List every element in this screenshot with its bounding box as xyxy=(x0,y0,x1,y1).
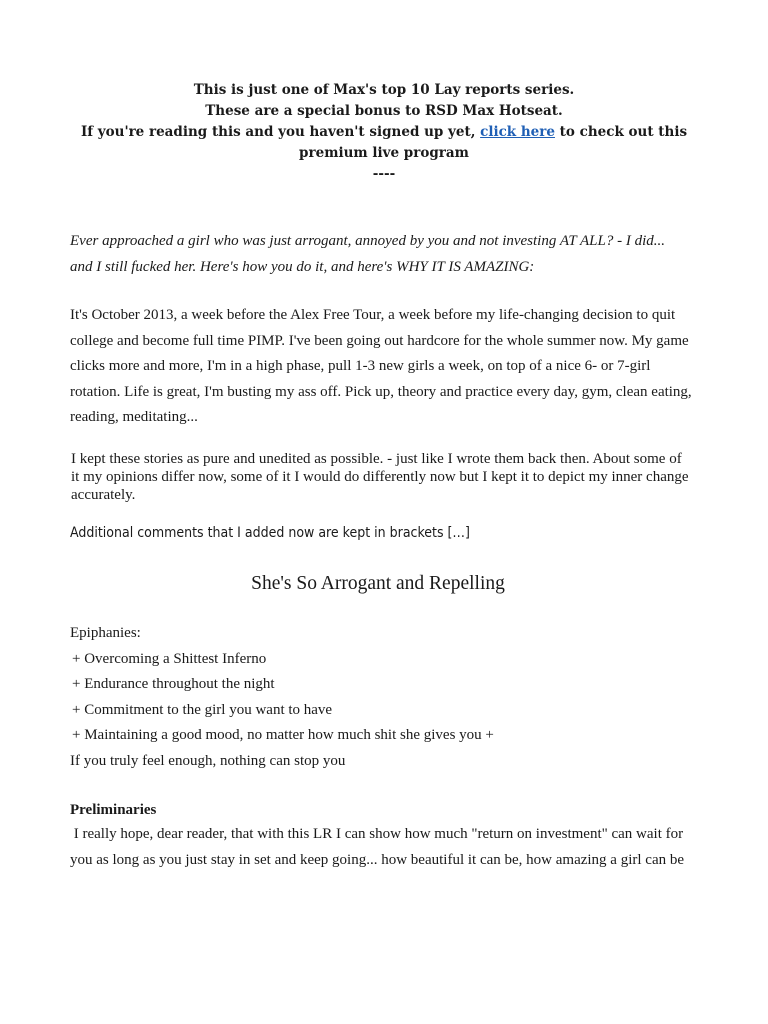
intro-paragraph xyxy=(70,228,710,280)
epiphanies-list xyxy=(70,621,706,774)
preliminaries-paragraph xyxy=(70,822,706,873)
list-item: + Endurance throughout the night xyxy=(72,676,275,692)
text-line: rotation. Life is great, I'm busting my ass off. Pick up, theory and practice every day, gym, clean eating, xyxy=(70,383,692,400)
header-line-3-after: to check out this premium live program xyxy=(299,124,688,161)
story-paragraph-2 xyxy=(71,450,707,504)
header-line-1: This is just one of Max's top 10 Lay reports series. xyxy=(193,82,575,98)
text-line: accurately. xyxy=(71,487,136,503)
header-line-2: These are a special bonus to RSD Max Hotseat. xyxy=(205,103,563,119)
brackets-note: Additional comments that I added now are kept in brackets […] xyxy=(70,525,470,541)
section-title: She's So Arrogant and Repelling xyxy=(251,573,505,594)
intro-line-1: Ever approached a girl who was just arrogant, annoyed by you and not investing AT ALL? - I did... xyxy=(70,233,665,249)
list-item: + Maintaining a good mood, no matter how much shit she gives you + xyxy=(72,727,494,743)
story-paragraph-1 xyxy=(70,303,706,431)
text-line: it my opinions differ now, some of it I would do differently now but I kept it to depict my inner change xyxy=(71,469,689,485)
header-line-3 xyxy=(70,122,698,164)
list-item: + Overcoming a Shittest Inferno xyxy=(72,650,267,667)
text-line: you as long as you just stay in set and keep going... how beautiful it can be, how amazing a girl can be xyxy=(70,851,685,868)
epiphanies-label: Epiphanies: xyxy=(70,625,141,641)
header-line-3-before: If you're reading this and you haven't signed up yet, xyxy=(80,124,481,140)
header-separator: ---- xyxy=(372,166,396,182)
intro-line-2: and I still fucked her. Here's how you do it, and here's WHY IT IS AMAZING: xyxy=(70,259,535,275)
text-line: college and become full time PIMP. I've been going out hardcore for the whole summer now. My game xyxy=(70,332,689,349)
bonus-header xyxy=(70,80,698,185)
preliminaries-heading: Preliminaries xyxy=(70,802,157,818)
epiphanies-closing: If you truly feel enough, nothing can stop you xyxy=(70,752,346,769)
text-line: clicks more and more, I'm in a high phase, pull 1-3 new girls a week, on top of a nice 6- or 7-girl xyxy=(70,358,651,374)
list-item: + Commitment to the girl you want to have xyxy=(72,701,333,718)
text-line: I really hope, dear reader, that with this LR I can show how much "return on investment" can wait for xyxy=(70,826,684,842)
click-here-link[interactable]: click here xyxy=(480,124,555,140)
text-line: reading, meditating... xyxy=(70,409,198,425)
text-line: It's October 2013, a week before the Alex Free Tour, a week before my life-changing decision to quit xyxy=(70,307,676,323)
text-line: I kept these stories as pure and unedited as possible. - just like I wrote them back then. About some of xyxy=(71,451,682,467)
